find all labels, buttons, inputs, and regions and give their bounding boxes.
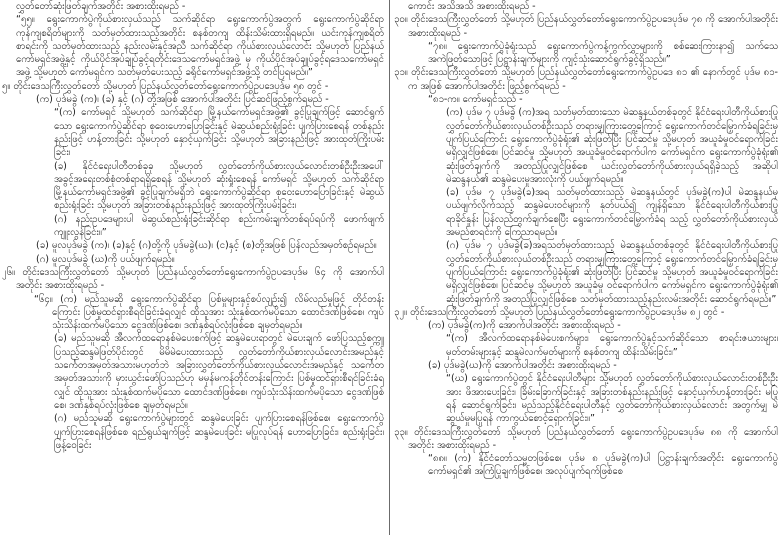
paragraph: (ခ) မည်သူမဆို အီလက်ထရောနစ်မဲပေးစက်ဖြင့် ဆန္ဒမဲပေးရာတွင် မဲပေးချက် ဖော်ပြသည့်စက္ကူ ပြသည့်ဆန္ဒမဲဖြတ်ပိုင်းတွင် မိမိမဲပေးထားသည့် လွှတ်တော်ကိုယ်စားလှယ်လောင်းအမည်နှင့် သင်္ကေတအမှတ်အသားမဟုတ်ဘဲ အခြားလွှတ်တော်ကိုယ်စားလှယ်လောင်းအမည်နှင့် သင်္ကေတအမှတ်အသားကို မှားယွင်းဖော်ပြသည်ဟု မမှန်မကန်တိုင်တန်းကြောင်း ပြစ်မှုထင်ရှားစီရင်ခြင်းခံရလျှင် ထိုသူအား သုံးနှစ်ထက်မပိုသော ထောင်ဒဏ်ဖြစ်စေ၊ ကျပ်သုံးသိန်းထက်မပိုသော ငွေဒဏ်ဖြစ်စေ၊ ဒဏ်နှစ်ရပ်လုံးဖြစ်စေ ချမှတ်ရမည်။ [54, 333, 384, 411]
paragraph: လွှတ်တော်ဆုံးဖြတ်ချက်အတိုင်း အစားထိုးရမည် - [16, 1, 186, 12]
paragraph: (ဂ) နည်းဥပဒေများပါ မဲဆွယ်စည်းရုံးခြင်းဆိုင်ရာ စည်းကမ်းချက်တစ်ရပ်ရပ်ကို ဖောက်ဖျက်ကျူးလွန်ခြင်း။” [54, 213, 384, 239]
paragraph: (ခ) ပုဒ်မ ၇ ပုဒ်မခွဲ(ခ)အရ သတ်မှတ်ထားသည့် မဲဆန္ဒနယ်တွင် ပုဒ်မခွဲ(က)ပါ မဲဆန္ဒနယ်မှ ပယ်ဖျက်လိုက်သည့် ဆန္ဒမဲပေးဝင်များကို နုတ်ပယ်၍ ကျန်ရှိသော နိုင်ငံရေးပါတီကိုယ်စားပြု ရာခိုင်နှုန်း ပြန်လည်တွက်ချက်စေပြီး ရွေးကောက်တင်မြှောက်ခံရ သည့် လွှတ်တော်ကိုယ်စားလှယ်အမည်စာရင်းကို ကြေညာရမည်။ [446, 187, 778, 239]
section-heading: ၂၆။ တိုင်းဒေသကြီးလွှတ်တော် သို့မဟုတ် ပြည်နယ်လွှတ်တော်ရွေးကောက်ပွဲဥပဒေပုဒ်မ ၆၄ ကို အောက်ပါအတိုင်း အစားထိုးရမည် - [2, 266, 384, 292]
paragraph: “၈၈။ (က) နိုင်ငံတော်သမ္မတဖြစ်စေ၊ ပုဒ်မ ၈ ပုဒ်မခွဲ(က)ပါ ပြဋ္ဌာန်းချက်အတိုင်း ရွေးကောက်ပွဲကော်မရှင်၏ အကြံပြုချက်ဖြစ်စေ၊ အလုပ်ပျက်ရက်ဖြစ်စေ [428, 453, 778, 478]
paragraph: “၅၅။ ရွေးကောက်ပွဲကိုယ်စားလှယ်သည် သက်ဆိုင်ရာ ရွေးကောက်ပွဲအတွက် ရွေးကောက်ပွဲဆိုင်ရာ ကုန်ကျစရိတ်များကို သတ်မှတ်ထားသည့်အတိုင်း စနစ်တကျ ထိန်းသိမ်းထားရှိရမည်။ ယင်းကုန်ကျစရိတ်စာရင်းကို သတ်မှတ်ထားသည့် နည်းလမ်းနှင့်အညီ သက်ဆိုင်ရာ ကိုယ်စားလှယ်လောင်း သို့မဟုတ် ပြည်နယ်ကော်မရှင်အဖွဲ့နှင့် ကိုယ်ပိုင်အုပ်ချုပ်ခွင့်ရတိုင်းဒေသကော်မရှင်အဖွဲ့ မှ ကိုယ်ပိုင်အုပ်ချုပ်ခွင့်ရဒေသကော်မရှင်အဖွဲ့ သို့မဟုတ် ကော်မရှင်က သတ်မှတ်ပေးသည့် ခရိုင်ကော်မရှင်အဖွဲ့သို့ တင်ပြရမည်။” [16, 14, 384, 79]
paragraph: (ဂ) ပုဒ်မ ၇ ပုဒ်မခွဲ(ခ)အရသတ်မှတ်ထားသည့် မဲဆန္ဒနယ်တစ်ခုတွင် နိုင်ငံရေးပါတီကိုယ်စားပြုလွှတ်တော်ကိုယ်စားလှယ်တစ်ဦးသည် တရားမျှကြားတွေ့ကြောင့် ရွေးကောက်တင်မြှောက်ခံရခြင်းမှ ပျက်ပြယ်ကြောင်း ရွေးကောက်ပွဲခုံရုံး၏ ဆုံးဖြတ်ပြီး ပြင်ဆင်မှု သို့မဟုတ် အယူခံမှုဝင်ရောက်ခြင်း မရှိလျှင်ဖြစ်စေ၊ ပြင်ဆင်မှု သို့မဟုတ် အယူခံမှု ဝင်ရောက်ပါက ကော်မရှင်က ရွေးကောက်ပွဲခုံရုံး၏ ဆုံးဖြတ်ချက်ကို အတည်ပြုလျှင်ဖြစ်စေ သတ်မှတ်ထားသည့်နည်းလမ်းအတိုင်း ဆောင်ရွက်ရမည်။” [446, 240, 778, 305]
section-heading: ၃၁။ တိုင်းဒေသကြီးလွှတ်တော် သို့မဟုတ် ပြည်နယ်လွှတ်တော်ရွေးကောက်ပွဲဥပဒေ ၈၁ ၏ နောက်တွင် ပုဒ်မ ၈၁-က အဖြစ် အောက်ပါအတိုင်း ဖြည့်စွက်ရမည် - [394, 67, 778, 92]
column-divider [389, 0, 390, 535]
paragraph: (ဂ) မူလပုဒ်မခွဲ (ဃ)ကို ပယ်ဖျက်ရမည်။ [36, 253, 175, 265]
paragraph: “(က) အီလက်ထရောနစ်မဲပေးစက်များ၊ ရွေးကောက်ပွဲနှင့်သက်ဆိုင်သော စာရင်းဇယားများ၊ မှတ်တမ်းများနှင့် ဆန္ဒမဲလက်မှတ်များကို စနစ်တကျ ထိန်းသိမ်းခြင်း၊” [446, 333, 778, 358]
paragraph: ကောင်း အသိအသိ အစားထိုးရမည် - [408, 1, 536, 12]
right-column [394, 0, 778, 535]
section-heading: ၃၀။ တိုင်းဒေသကြီးလွှတ်တော် သို့မဟုတ် ပြည်နယ်လွှတ်တော်ရွေးကောက်ပွဲဥပဒေပုဒ်မ ၇၈ ကို အောက်ပါအတိုင်း အစားထိုးရမည် - [394, 14, 778, 39]
paragraph: “(ဃ) ရွေးကောက်ပွဲတွင် နိုင်ငံရေးပါတီများ သို့မဟုတ် လွှတ်တော်ကိုယ်စားလှယ်လောင်းတစ်ဦးဦးအား ဖိအားပေးခြင်း၊ ခြိမ်းခြောက်ခြင်းနှင့် အခြားတစ်နည်းနည်းဖြင့် နှောင့်ယှက်ဟန့်တားခြင်း မပြုရန် ဆောင်ရွက်ခြင်း၊ မည်သည့်နိုင်ငံရေးပါတီနှင့် လွှတ်တော်ကိုယ်စားလှယ်လောင်း အတွက်မျှ မဲဆွယ်မှုမပြုရန် ကာကွယ်စောင့်ရှောက်ခြင်း။” [446, 373, 778, 425]
section-heading: ၃၂။ တိုင်းဒေသကြီးလွှတ်တော် သို့မဟုတ် ပြည်နယ်လွှတ်တော်ရွေးကောက်ပွဲဥပဒေပုဒ်မ ၈၂ တွင် - [394, 306, 725, 318]
paragraph: (ခ) နိုင်ငံရေးပါတီတစ်ခုခု သို့မဟုတ် လွှတ်တော်ကိုယ်စားလှယ်လောင်းတစ်ဦးဦးအပေါ် အခွင့်အရေးတစ်စုံတစ်ရာရရှိစေရန် သို့မဟုတ် ဆုံးရှုံးစေရန် ကော်မရှင် သို့မဟုတ် သက်ဆိုင်ရာ မြို့နယ်ကော်မရှင်အဖွဲ့၏ ခွင့်ပြုချက်မရှိဘဲ ရွေးကောက်ပွဲဆိုင်ရာ စုဝေးဟောပြောခြင်းနှင့် မဲဆွယ်စည်းရုံးခြင်း သို့မဟုတ် အခြားတစ်နည်းနည်းဖြင့် အားထုတ်ကြိုးပမ်းခြင်း၊ [54, 160, 384, 212]
paragraph: (ခ) ပုဒ်မခွဲ(ဃ)ကို အောက်ပါအတိုင်း အစားထိုးရမည် - [428, 360, 617, 372]
paragraph: (က) ပုဒ်မခွဲ (က)၊ (ခ) နှင့် (ဂ) တို့အဖြစ် အောက်ပါအတိုင်း ပြင်ဆင်ဖြည့်စွက်ရမည် - [36, 94, 329, 106]
paragraph: (ခ) မူလပုဒ်မခွဲ (က)၊ (ခ)နှင့် (ဂ)တို့ကို ပုဒ်မခွဲ(ဃ)၊ (င)နှင့် (စ)တို့အဖြစ် ပြန်လည်အမှတ်စဉ်ရမည်။ [36, 240, 377, 252]
paragraph: “၇၈။ ရွေးကောက်ပွဲခုံရုံးသည် ရွေးကောက်ပွဲကန့်ကွက်လွှာများကို စစ်ဆေးကြားနာ၍ သက်သေအကဲဖြတ်သောဖြင့် ပြဋ္ဌာန်းချက်များကို ကျင့်သုံးဆောင်ရွက်ခွင့်ရှိသည်။” [428, 40, 778, 66]
section-heading: ၃၃။ တိုင်းဒေသကြီးလွှတ်တော် သို့မဟုတ် ပြည်နယ်လွှတ်တော် ရွေးကောက်ပွဲဥပဒေပုဒ်မ ၈၈ ကို အောက်ပါအတိုင်း အစားထိုးရမည် - [394, 426, 778, 451]
paragraph: “၆၄။ (က) မည်သူမဆို ရွေးကောက်ပွဲဆိုင်ရာ ပြစ်မှုများနှင့်စပ်လျဉ်း၍ လိမ်လည်မှုဖြင့် တိုင်တန်းကြောင်း ပြစ်မှုထင်ရှားစီရင်ခြင်းခံရလျှင် ထိုသူအား သုံးနှစ်ထက်မပိုသော ထောင်ဒဏ်ဖြစ်စေ၊ ကျပ်သုံးသိန်းထက်မပိုသော ငွေဒဏ်ဖြစ်စေ၊ ဒဏ်နှစ်ရပ်လုံးဖြစ်စေ ချမှတ်ရမည်။ [34, 293, 384, 332]
paragraph: “(က) ကော်မရှင် သို့မဟုတ် သက်ဆိုင်ရာ မြို့နယ်ကော်မရှင်အဖွဲ့၏ ခွင့်ပြုချက်ဖြင့် ဆောင်ရွက်သော ရွေးကောက်ပွဲဆိုင်ရာ စုဝေးဟောပြောခြင်းနှင့် မဲဆွယ်စည်းရုံးခြင်း ပျက်ပြားစေရန် တစ်နည်းနည်းဖြင့် ဟန့်တားခြင်း သို့မဟုတ် နှောင့်ယှက်ခြင်း သို့မဟုတ် အခြားနည်းဖြင့် အားထုတ်ကြိုးပမ်းခြင်း၊ [54, 107, 384, 159]
section-heading: ၅။ တိုင်းဒေသကြီးလွှတ်တော် သို့မဟုတ် ပြည်နယ်လွှတ်တော်ရွေးကောက်ပွဲဥပဒေပုဒ်မ ၅၈ တွင် - [2, 80, 329, 92]
paragraph: (က) ပုဒ်မ ၇ ပုဒ်မခွဲ (က)အရ သတ်မှတ်ထားသော မဲဆန္ဒနယ်တစ်ခုတွင် နိုင်ငံရေးပါတီကိုယ်စားပြုလွှတ်တော်ကိုယ်စားလှယ်တစ်ဦးသည် တရားမျှကြားတွေ့ကြောင့် ရွေးကောက်တင်မြှောက်ခံရခြင်းမှ ပျက်ပြယ်ကြောင်း ရွေးကောက်ပွဲခုံရုံး၏ ဆုံးဖြတ်ပြီး ပြင်ဆင်မှု သို့မဟုတ် အယူခံမှုဝင်ရောက်ခြင်း မရှိလျှင်ဖြစ်စေ၊ ပြင်ဆင်မှု သို့မဟုတ် အယူခံမှုဝင်ရောက်ပါက ကော်မရှင်က ရွေးကောက်ပွဲခုံရုံး၏ ဆုံးဖြတ်ချက်ကို အတည်ပြုလျှင်ဖြစ်စေ ယင်းလွှတ်တော်ကိုယ်စားလှယ်ရရှိခဲ့သည့် အဆိုပါမဲဆန္ဒနယ်၏ ဆန္ဒမဲပေးမှုအားလုံးကို ပယ်ဖျက်ရမည်။ [446, 107, 778, 185]
paragraph: (ဂ) မည်သူမဆို ရွေးကောက်ပွဲများတွင် ဆန္ဒမဲပေးခြင်း ပျက်ပြားစေရန်ဖြစ်စေ၊ ရွေးကောက်ပွဲပျက်ပြားစေရန်ဖြစ်စေ ရည်ရွယ်ချက်ဖြင့် ဆန္ဒမဲပေးခြင်း မပြုလုပ်ရန် ဟောပြောခြင်း၊ စည်းရုံးခြင်း၊ ဖြန့်ဝေခြင်း [54, 413, 384, 451]
paragraph: (က) ပုဒ်မခွဲ(က)ကို အောက်ပါအတိုင်း အစားထိုးရမည် - [428, 320, 621, 332]
left-column [2, 0, 384, 535]
paragraph: “၈၁-က။ ကော်မရှင်သည် - [428, 94, 523, 106]
